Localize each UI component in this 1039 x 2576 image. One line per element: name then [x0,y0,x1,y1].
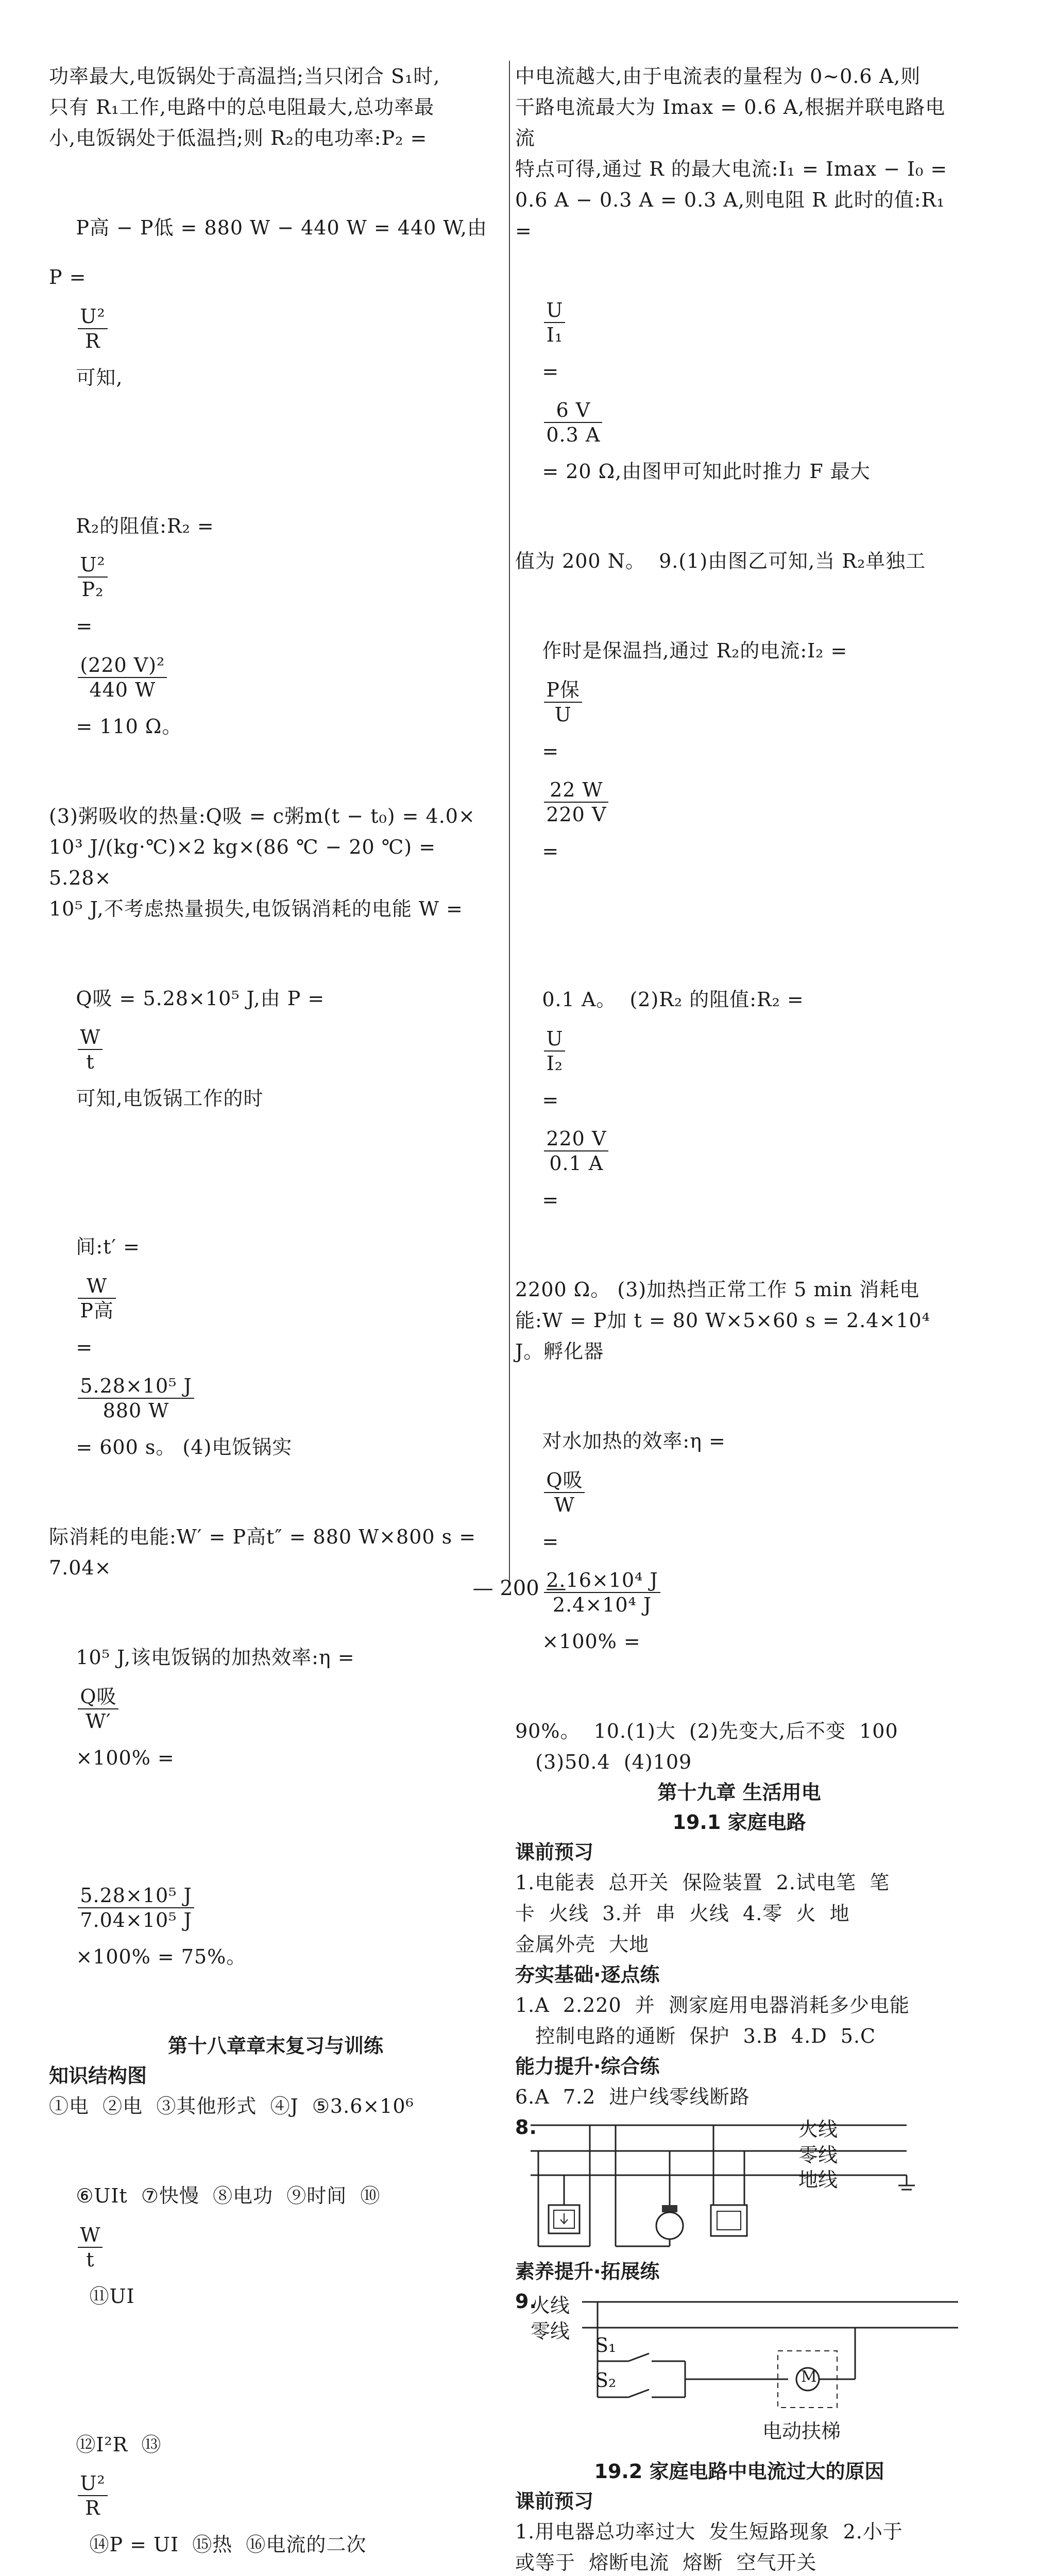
equation-line [49,452,502,801]
fraction [544,1468,585,1517]
switch-s1-label: S₁ [595,2334,616,2357]
text: = [542,1089,559,1111]
numerator: P保 [544,678,582,703]
numerator: U² [78,553,107,578]
equation-line [49,154,502,452]
section-title: 19.2 家庭电路中电流过大的原因 [515,2456,963,2486]
fraction [544,298,565,347]
text: ×100% = [542,1630,640,1653]
numerator: W [78,1274,116,1299]
equation-line [49,1583,502,1832]
text-line: ①电 ②电 ③其他形式 ④J ⑤3.6×10⁶ [49,2091,502,2122]
text-line: 控制电路的通断 保护 3.B 4.D 5.C [515,2021,963,2052]
text: ⑥UIt ⑦快慢 ⑧电功 ⑨时间 ⑩ [76,2184,380,2207]
live-wire-label: 火线 [798,2113,838,2142]
text: = [542,1189,559,1211]
equation-line [515,577,963,925]
equation-line [515,925,963,1274]
fraction [78,1374,194,1422]
numerator: W [78,1025,103,1050]
page-number: — 200 — [0,1577,1039,1600]
text: 可知, [76,366,123,389]
fraction [78,1884,194,1932]
live-wire-label: 火线 [531,2290,570,2318]
text: = 110 Ω。 [76,715,182,738]
numerator: U [544,298,565,323]
text-line: 10⁵ J,不考虑热量损失,电饭锅消耗的电能 W = [49,893,502,924]
text-line: 只有 R₁工作,电路中的总电阻最大,总功率最 [49,92,502,123]
text: P高 − P低 = 880 W − 440 W = 440 W,由 P = [49,216,494,289]
text: 间:t′ = [76,1235,140,1258]
text-line: 金属外壳 大地 [515,1929,963,1960]
denominator: 2.4×10⁴ J [544,1593,660,1617]
equation-line [515,246,963,546]
fraction [78,2471,107,2520]
text: R₂的阻值:R₂ = [76,515,214,537]
text: ⑫I²R ⑬ [76,2433,161,2456]
text: ⑪UI [76,2285,134,2308]
denominator: W [544,1493,585,1517]
neutral-wire-label: 零线 [798,2139,838,2167]
text: ×100% = 75%。 [76,1945,246,1968]
fraction [78,653,167,702]
section-heading: 素养提升·拓展练 [515,2257,963,2286]
denominator: I₁ [544,323,565,347]
denominator: t [78,2248,103,2272]
escalator-circuit-svg [515,2286,963,2456]
denominator: 0.3 A [544,423,602,447]
denominator: 7.04×10⁵ J [78,1908,194,1932]
fraction [544,1127,608,1175]
equation-line [49,1832,502,2031]
text-line: 90%。 10.(1)大 (2)先变大,后不变 100 [515,1716,963,1747]
text: ⑭P = UI ⑮热 ⑯电流的二次 [76,2533,366,2556]
fraction [544,398,602,447]
text-line: 1.用电器总功率过大 发生短路现象 2.小于 [515,2516,963,2547]
fraction [78,1274,116,1323]
denominator: I₂ [544,1052,565,1075]
q8-label: 8. [515,2112,537,2142]
text-line: 6.A 7.2 进户线零线断路 [515,2081,963,2112]
q9-escalator-circuit [515,2286,963,2456]
equation-line [49,2370,502,2576]
column-divider [509,61,510,1581]
q9-label: 9. [515,2286,537,2316]
text: = [76,615,93,637]
q8-wiring-diagram [515,2112,963,2257]
text-line: 干路电流最大为 Imax = 0.6 A,根据并联电路电流 [515,92,963,154]
numerator: U² [78,304,107,329]
section-heading: 课前预习 [515,1837,963,1867]
equation-line [49,2122,502,2370]
denominator: P₂ [78,578,107,601]
text-line: 小,电饭锅处于低温挡;则 R₂的电功率:P₂ = [49,123,502,154]
switch-s2-label: S₂ [595,2369,616,2392]
numerator: 22 W [544,778,608,803]
text-line: (3)50.4 (4)109 [515,1747,963,1777]
equation-line [515,1367,963,1716]
text-line: 特点可得,通过 R 的最大电流:I₁ = Imax − I₀ = [515,154,963,184]
text: = [76,1336,93,1359]
text: = 20 Ω,由图甲可知此时推力 F 最大 [542,460,870,483]
denominator: 0.1 A [544,1151,608,1175]
text: = [542,360,559,383]
neutral-wire-label: 零线 [531,2315,570,2344]
text-line: 1.A 2.220 并 测家庭用电器消耗多少电能 [515,1990,963,2021]
numerator: 6 V [544,398,602,423]
denominator: U [544,703,582,726]
numerator: 5.28×10⁵ J [78,1884,194,1908]
section-heading: 夯实基础·逐点练 [515,1960,963,1990]
fraction [78,304,107,353]
numerator: Q吸 [78,1685,118,1709]
text: = [542,840,559,862]
text: 可知,电饭锅工作的时 [76,1087,263,1110]
section-title: 19.1 家庭电路 [515,1807,963,1837]
section-heading: 课前预习 [515,2486,963,2516]
chapter-title: 第十九章 生活用电 [515,1777,963,1807]
fraction [544,678,582,726]
text-line: 中电流越大,由于电流表的量程为 0~0.6 A,则 [515,61,963,92]
fraction [78,1025,103,1074]
fraction [78,2223,103,2272]
numerator: W [78,2223,103,2248]
text: = [542,1530,559,1553]
text-line: 或等于 熔断电流 熔断 空气开关 [515,2547,963,2576]
fraction [544,1027,565,1075]
denominator: 220 V [544,803,608,826]
numerator: Q吸 [544,1468,585,1493]
denominator: t [78,1050,103,1074]
numerator: 220 V [544,1127,608,1151]
equation-line [49,1173,502,1521]
text: = [542,740,559,762]
denominator: W′ [78,1709,118,1733]
denominator: 440 W [78,678,167,702]
text-line: 功率最大,电饭锅处于高温挡;当只闭合 S₁时, [49,61,502,92]
text: 对水加热的效率:η = [542,1430,726,1452]
escalator-label: 电动扶梯 [762,2415,841,2444]
numerator: U [544,1027,565,1052]
text-line: 0.6 A − 0.3 A = 0.3 A,则电阻 R 此时的值:R₁ = [515,184,963,246]
denominator: R [78,2496,107,2520]
ground-wire-label: 地线 [798,2164,838,2192]
house-wiring-svg [515,2112,963,2257]
text: ×100% = [76,1747,174,1769]
section-heading: 知识结构图 [49,2061,502,2091]
text: 0.1 A。 (2)R₂ 的阻值:R₂ = [542,988,804,1011]
numerator: (220 V)² [78,653,167,678]
text-line: (3)粥吸收的热量:Q吸 = c粥m(t − t₀) = 4.0× [49,801,502,832]
left-column [49,61,502,2576]
text: Q吸 = 5.28×10⁵ J,由 P = [76,987,325,1010]
denominator: 880 W [78,1399,194,1422]
text: 10⁵ J,该电饭锅的加热效率:η = [76,1646,354,1669]
fraction [78,553,107,601]
text-line: 值为 200 N。 9.(1)由图乙可知,当 R₂单独工 [515,546,963,577]
fraction [78,1685,118,1733]
text-line: 能:W = P加 t = 80 W×5×60 s = 2.4×10⁴ J。孵化器 [515,1305,963,1367]
motor-label: M [801,2368,817,2386]
right-column [515,61,963,2576]
text-line: 际消耗的电能:W′ = P高t″ = 880 W×800 s = 7.04× [49,1521,502,1583]
equation-line [49,924,502,1173]
fraction [544,778,608,826]
text-line: 10³ J/(kg·℃)×2 kg×(86 ℃ − 20 ℃) = 5.28× [49,832,502,893]
numerator: 2.16×10⁴ J [544,1568,660,1593]
denominator: P高 [78,1299,116,1323]
text-line: 卡 火线 3.并 串 火线 4.零 火 地 [515,1898,963,1929]
text: = 600 s。 (4)电饭锅实 [76,1436,292,1459]
section-heading: 能力提升·综合练 [515,2052,963,2081]
numerator: 5.28×10⁵ J [78,1374,194,1399]
text: 作时是保温挡,通过 R₂的电流:I₂ = [542,639,847,662]
chapter-review-title: 第十八章章末复习与训练 [49,2031,502,2061]
text-line: 1.电能表 总开关 保险装置 2.试电笔 笔 [515,1867,963,1898]
denominator: R [78,329,107,353]
numerator: U² [78,2471,107,2496]
text-line: 2200 Ω。 (3)加热挡正常工作 5 min 消耗电 [515,1274,963,1305]
